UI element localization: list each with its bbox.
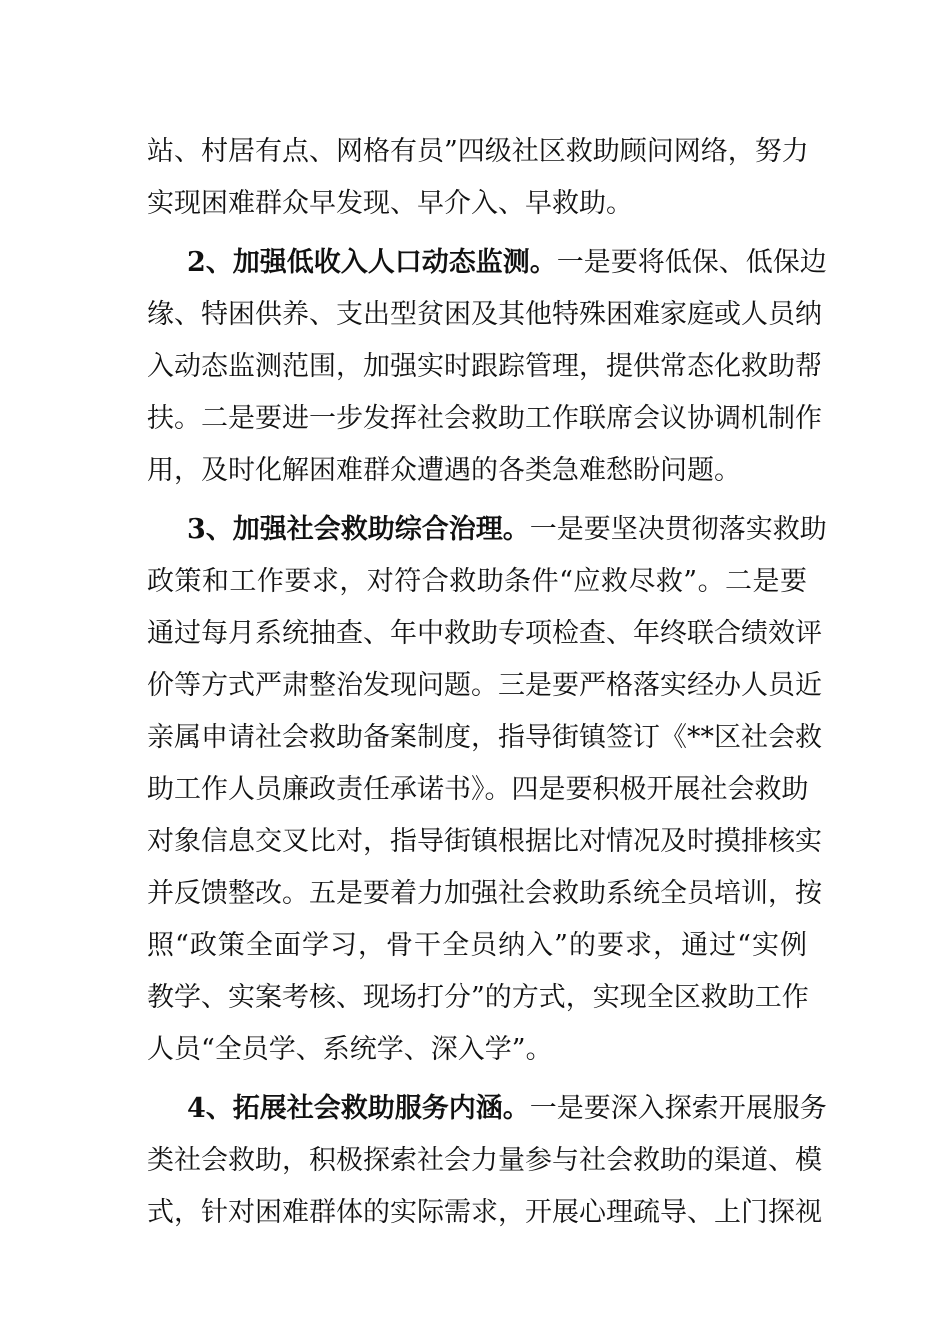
paragraph-2-line-2: 缘、特困供养、支出型贫困及其他特殊困难家庭或人员纳 <box>147 299 822 330</box>
paragraph-2-text: 一是要将低保、低保边 <box>556 247 827 278</box>
paragraph-3-line-5: 亲属申请社会救助备案制度，指导街镇签订《**区社会救 <box>147 722 822 753</box>
paragraph-gap <box>147 497 807 504</box>
paragraph-3-line-11: 人员“全员学、系统学、深入学”。 <box>147 1034 553 1065</box>
paragraph-2-heading: 2、加强低收入人口动态监测。 <box>187 247 557 278</box>
paragraph-2-line-1 <box>147 237 827 289</box>
paragraph-3-line-1 <box>147 504 827 556</box>
paragraph-3-text: 一是要坚决贯彻落实救助 <box>529 514 827 545</box>
paragraph-2-line-3: 入动态监测范围，加强实时跟踪管理，提供常态化救助帮 <box>147 351 822 382</box>
paragraph-3-line-6: 助工作人员廉政责任承诺书》。四是要积极开展社会救助 <box>147 774 809 805</box>
paragraph-3-line-2: 政策和工作要求，对符合救助条件“应救尽救”。二是要 <box>147 566 807 597</box>
paragraph-1-line-1: 站、村居有点、网格有员”四级社区救助顾问网络，努力 <box>147 136 809 167</box>
paragraph-4-heading: 4、拓展社会救助服务内涵。 <box>187 1093 530 1124</box>
paragraph-4-line-1 <box>147 1083 827 1135</box>
paragraph-4-line-3: 式，针对困难群体的实际需求，开展心理疏导、上门探视 <box>147 1197 822 1228</box>
paragraph-3-line-4: 价等方式严肃整治发现问题。三是要严格落实经办人员近 <box>147 670 822 701</box>
paragraph-3-line-3: 通过每月系统抽查、年中救助专项检查、年终联合绩效评 <box>147 618 822 649</box>
paragraph-1-line-2: 实现困难群众早发现、早介入、早救助。 <box>147 188 633 219</box>
paragraph-3-line-10: 教学、实案考核、现场打分”的方式，实现全区救助工作 <box>147 982 809 1013</box>
paragraph-4-line-2: 类社会救助，积极探索社会力量参与社会救助的渠道、模 <box>147 1145 822 1176</box>
paragraph-gap <box>147 1076 807 1083</box>
paragraph-4-text: 一是要深入探索开展服务 <box>529 1093 827 1124</box>
paragraph-gap <box>147 230 807 237</box>
paragraph-2-line-4: 扶。二是要进一步发挥社会救助工作联席会议协调机制作 <box>147 403 822 434</box>
paragraph-2-line-5: 用，及时化解困难群众遭遇的各类急难愁盼问题。 <box>147 455 741 486</box>
paragraph-3-line-8: 并反馈整改。五是要着力加强社会救助系统全员培训，按 <box>147 878 822 909</box>
document-page <box>147 126 827 1239</box>
paragraph-3-line-9: 照“政策全面学习，骨干全员纳入”的要求，通过“实例 <box>147 930 807 961</box>
paragraph-3-heading: 3、加强社会救助综合治理。 <box>187 514 530 545</box>
paragraph-3-line-7: 对象信息交叉比对，指导街镇根据比对情况及时摸排核实 <box>147 826 822 857</box>
